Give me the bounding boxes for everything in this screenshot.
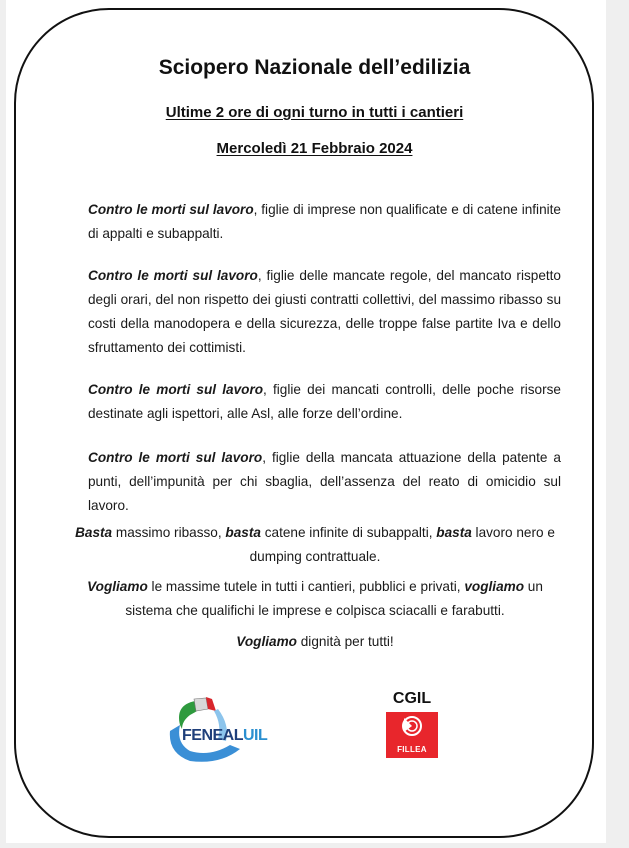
document-subtitle: Ultime 2 ore di ogni turno in tutti i cantieri	[165, 104, 464, 121]
vogliamo-statement: Vogliamo le massime tutele in tutti i cantieri, pubblici e privati, vogliamo un sistema che qualifichi le imprese e colpisca sciacalli e farabutti.	[87, 579, 543, 618]
fillea-emblem-icon	[386, 712, 438, 742]
paragraph: Contro le morti sul lavoro, figlie di imprese non qualificate e di catene infinite di appalti e subappalti.	[88, 202, 561, 241]
document-date: Mercoledì 21 Febbraio 2024	[216, 140, 413, 157]
cgil-wordmark: CGIL	[392, 690, 432, 707]
document-title: Sciopero Nazionale dell’edilizia	[158, 56, 471, 79]
basta-statement: Basta massimo ribasso, basta catene infinite di subappalti, basta lavoro nero e dumping contrattuale.	[75, 525, 555, 564]
fillea-label: FILLEA	[397, 745, 427, 754]
paragraph: Contro le morti sul lavoro, figlie della mancata attuazione della patente a punti, dell’impunità per chi sbaglia, dell’assenza del reato di omicidio sul lavoro.	[88, 450, 561, 513]
feneal-uil-wordmark: FENEALUIL	[182, 727, 268, 744]
feneal-uil-logo	[160, 695, 270, 765]
vogliamo-dignity: Vogliamo dignità per tutti!	[236, 634, 394, 649]
fillea-box	[386, 712, 438, 758]
cgil-fillea-logo	[382, 690, 442, 760]
paragraph: Contro le morti sul lavoro, figlie dei mancati controlli, delle poche risorse destinate agli ispettori, alle Asl, alle forze dell’ordine.	[88, 382, 561, 421]
paragraph: Contro le morti sul lavoro, figlie delle mancate regole, del mancato rispetto degli orari, del non rispetto dei giusti contratti collettivi, del massimo ribasso su costi della manodopera e della sicurezza, delle troppe false partite Iva e dello sfruttamento dei cottimisti.	[88, 268, 561, 355]
